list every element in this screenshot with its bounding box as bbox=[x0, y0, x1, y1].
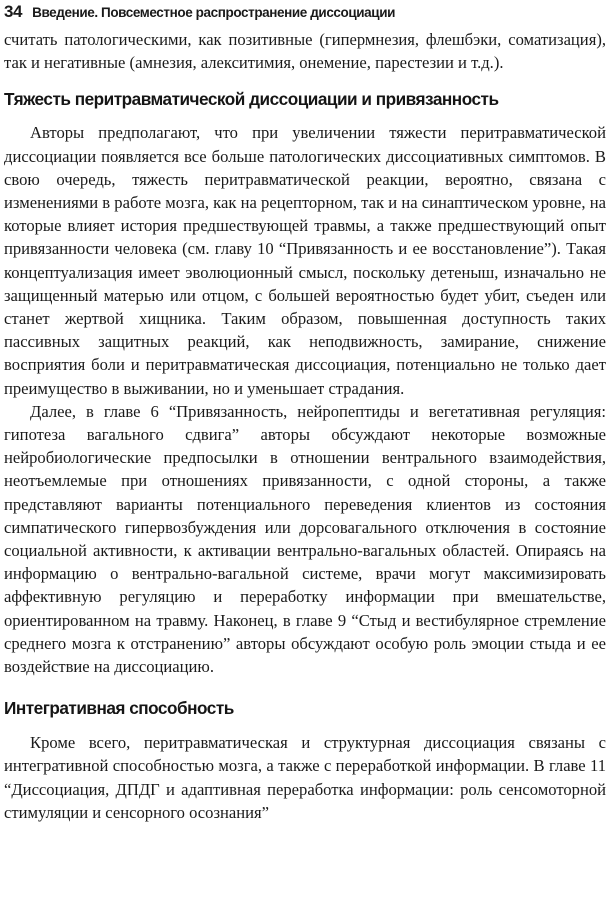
paragraph-integrative-1: Кроме всего, перитравматическая и структурная диссоциация связаны с интегративной способностью мозга, а также с переработкой информации. В главе 11 “Диссоциация, ДПДГ и адаптивная переработка информации: роль сенсомоторной стимуляции и сенсорного осознания” bbox=[4, 733, 606, 822]
page-number: 34 bbox=[4, 2, 23, 21]
running-head bbox=[4, 2, 606, 28]
paragraph-continuation: считать патологическими, как позитивные (гипермнезия, флешбэки, соматизация), так и негативные (амнезия, алекситимия, онемение, парестезии и т.д.). bbox=[4, 30, 606, 73]
paragraph-severity-2: Далее, в главе 6 “Привязанность, нейропептиды и вегетативная регуляция: гипотеза вагального сдвига” авторы обсуждают некоторые возможные нейробиологические предпосылки в отношении вентрального взаимодействия, неотъемлемые при отношениях привязанности, с одной стороны, а также представляют варианты потенциального переведения клиентов из состояния симпатического гипервозбуждения или дорсовагального отключения в состояние социальной активности, к активации вентрально-вагальных областей. Опираясь на информацию о вентрально-вагальной системе, врачи могут максимизировать аффективную регуляцию и переработку информации при вмешательстве, ориентированном на травму. Наконец, в главе 9 “Стыд и вестибулярное стремление среднего мозга к отстранению” авторы обсуждают особую роль эмоции стыда и ее воздействие на диссоциацию. bbox=[4, 401, 606, 677]
section-heading-severity: Тяжесть перитравматической диссоциации и привязанность bbox=[4, 89, 499, 110]
paragraph-severity-1: Авторы предполагают, что при увеличении тяжести перитравматической диссоциации появляется все больше патологических диссоциативных симптомов. В свою очередь, тяжесть перитравматической реакции, вероятно, связана с изменениями в работе мозга, как на рецепторном, так и на синаптическом уровне, на которые влияет история предшествующей травмы, а также предшествующий опыт привязанности человека (см. главу 10 “Привязанность и ее восстановление”). Такая концептуализация имеет эволюционный смысл, поскольку детеныш, изначально не защищенный матерью или отцом, с большей вероятностью будет убит, съеден или станет жертвой хищника. Таким образом, повышенная доступность таких пассивных защитных реакций, как неподвижность, замирание, снижение восприятия боли и перитравматическая диссоциация, потенциально не только дает преимущество в выживании, но и уменьшает страдания. bbox=[4, 123, 606, 398]
running-head-title: Введение. Повсеместное распространение диссоциации bbox=[32, 5, 395, 20]
section-heading-integrative: Интегративная способность bbox=[4, 698, 234, 719]
